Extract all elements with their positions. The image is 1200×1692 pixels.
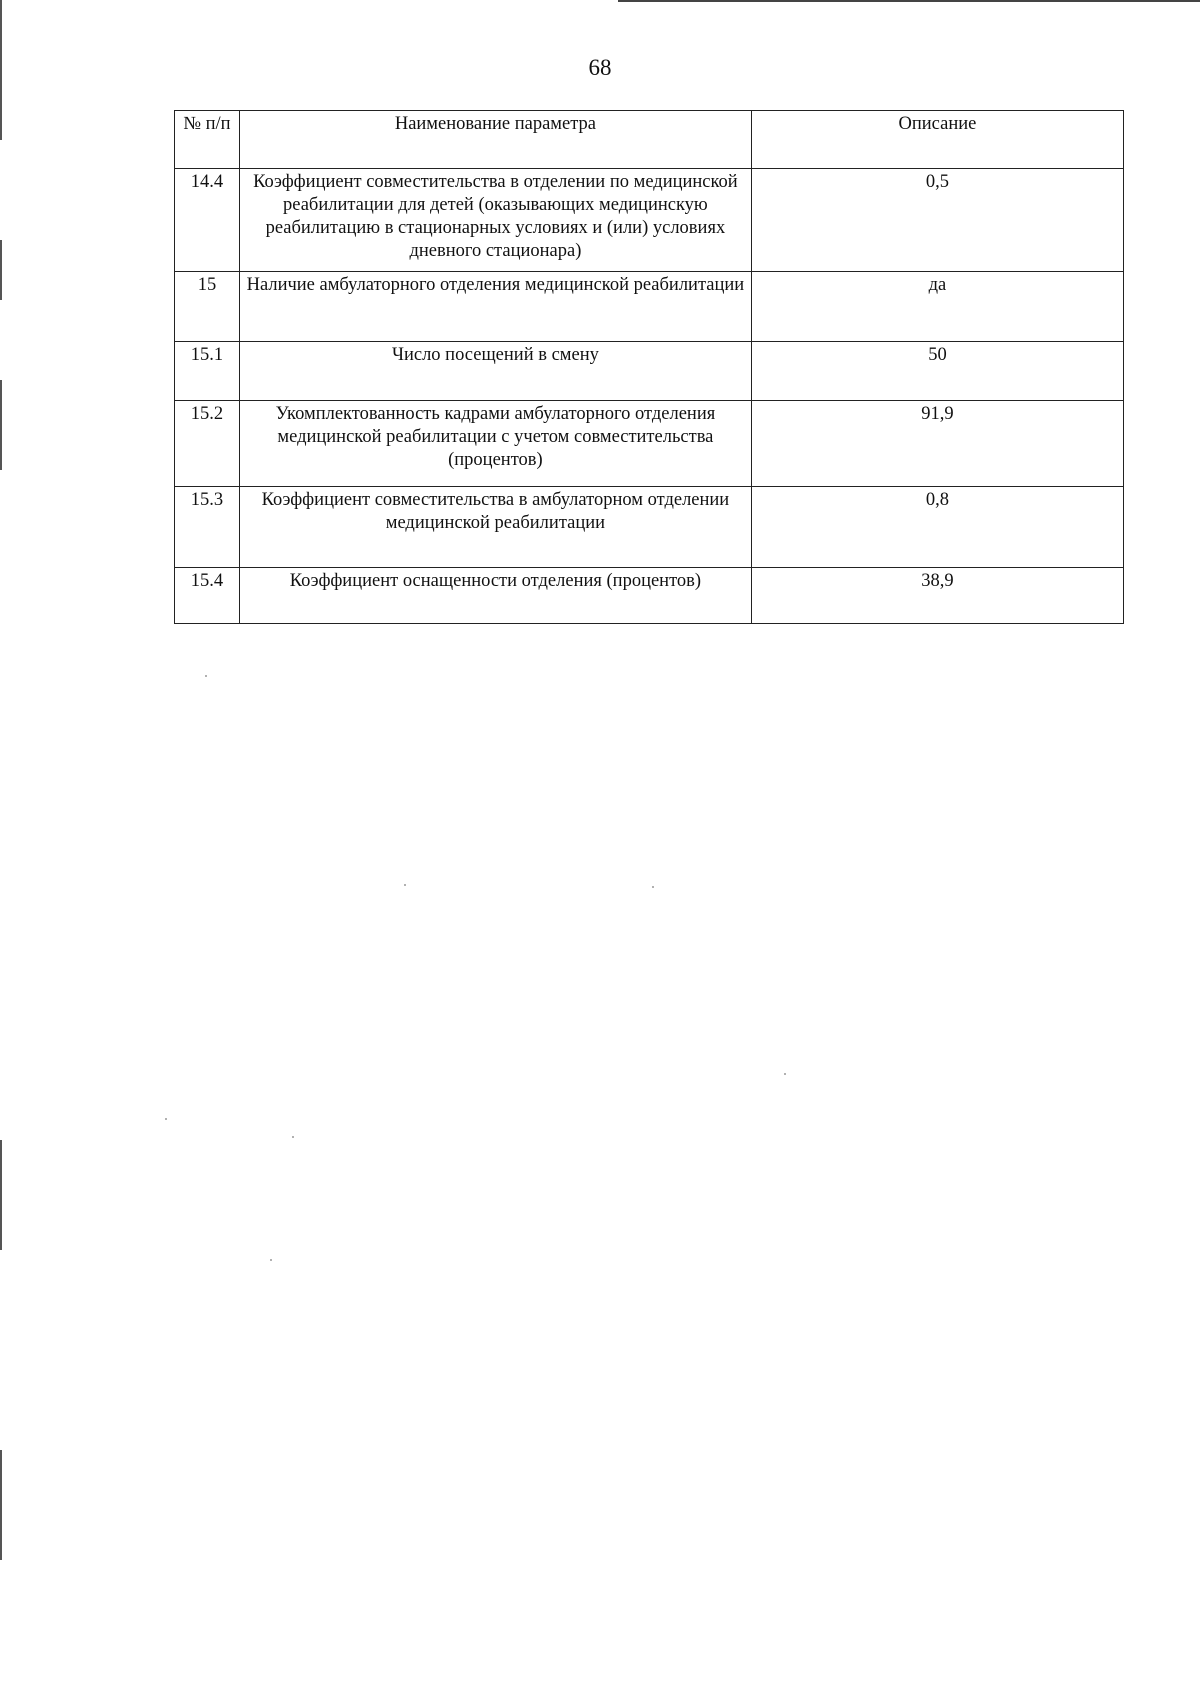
table-row (175, 401, 1124, 487)
row-num: 15 (175, 272, 240, 342)
row-value: 38,9 (751, 568, 1123, 624)
scan-speck (270, 1259, 272, 1261)
header-name: Наименование параметра (239, 111, 751, 169)
scan-speck (784, 1073, 786, 1075)
page-number: 68 (588, 55, 612, 80)
row-name: Число посещений в смену (239, 342, 751, 401)
row-name: Укомплектованность кадрами амбулаторного отделения медицинской реабилитации с учетом совместительства (процентов) (239, 401, 751, 487)
row-num: 14.4 (175, 169, 240, 272)
header-num: № п/п (175, 111, 240, 169)
scan-speck (205, 675, 207, 677)
scan-speck (292, 1136, 294, 1138)
row-num: 15.3 (175, 487, 240, 568)
scan-speck (165, 1118, 167, 1120)
scan-speck (404, 884, 406, 886)
row-value: 91,9 (751, 401, 1123, 487)
row-value: 50 (751, 342, 1123, 401)
table-row (175, 568, 1124, 624)
row-value: да (751, 272, 1123, 342)
row-num: 15.2 (175, 401, 240, 487)
scan-speck (652, 886, 654, 888)
scan-edge-left (0, 380, 2, 470)
row-num: 15.1 (175, 342, 240, 401)
scan-edge-top (618, 0, 1200, 2)
table-row (175, 342, 1124, 401)
row-value: 0,8 (751, 487, 1123, 568)
row-name: Коэффициент совместительства в амбулаторном отделении медицинской реабилитации (239, 487, 751, 568)
table-row (175, 169, 1124, 272)
header-description: Описание (751, 111, 1123, 169)
table-row (175, 272, 1124, 342)
table-row (175, 487, 1124, 568)
row-name: Коэффициент оснащенности отделения (процентов) (239, 568, 751, 624)
row-name: Коэффициент совместительства в отделении по медицинской реабилитации для детей (оказывающих медицинскую реабилитацию в стационарных условиях и (или) условиях дневного стационара) (239, 169, 751, 272)
row-num: 15.4 (175, 568, 240, 624)
parameters-table (174, 110, 1124, 624)
row-value: 0,5 (751, 169, 1123, 272)
scan-edge-left (0, 1450, 2, 1560)
table-header-row (175, 111, 1124, 169)
scan-edge-left (0, 240, 2, 300)
scan-edge-left (0, 1140, 2, 1250)
row-name: Наличие амбулаторного отделения медицинской реабилитации (239, 272, 751, 342)
